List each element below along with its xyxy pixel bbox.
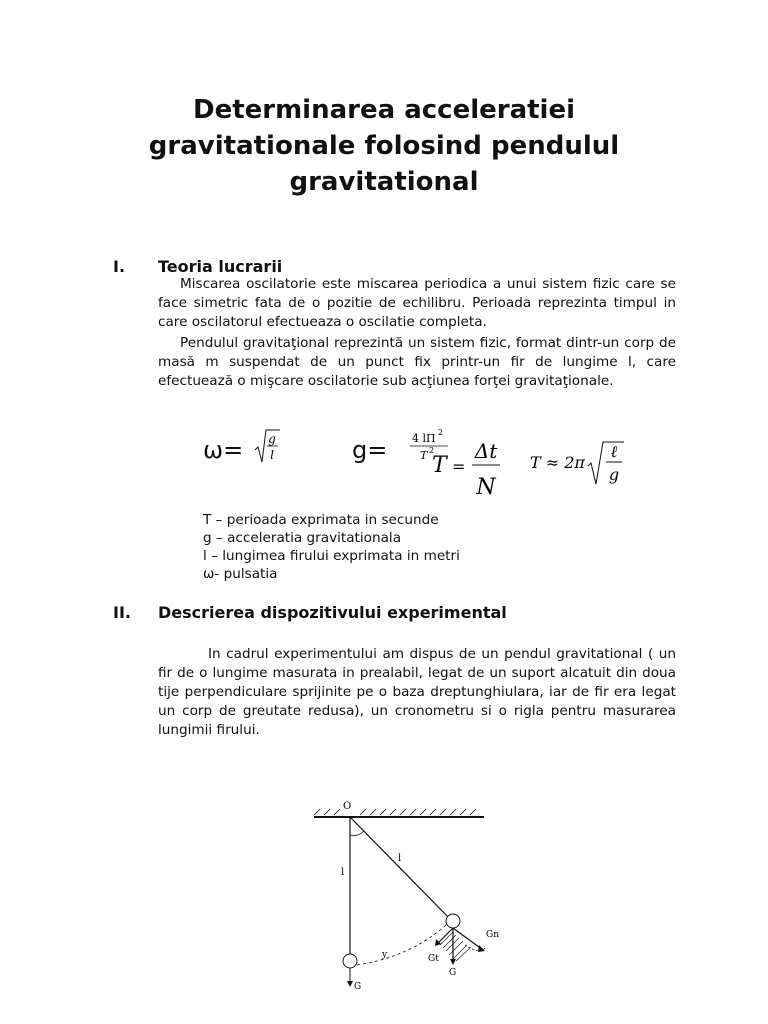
t-denominator: N: [476, 475, 496, 500]
section-2-heading: Descrierea dispozitivului experimental: [158, 603, 507, 622]
section-2-number: II.: [113, 603, 131, 622]
bob-rest: [343, 954, 357, 968]
section-1-heading: Teoria lucrarii: [158, 257, 283, 276]
legend-item-pulsation: ω- pulsatia: [203, 566, 278, 582]
g-lhs: g=: [352, 436, 388, 464]
omega-numerator: g: [268, 432, 276, 446]
weight-arrowhead-g: [450, 959, 456, 965]
label-pivot-o: O: [343, 801, 352, 812]
t-numerator: Δt: [474, 439, 498, 463]
label-normal-gn: Gn: [486, 930, 499, 940]
t-lhs: T: [432, 453, 447, 478]
label-length-diagonal: l: [398, 853, 402, 864]
section-2-paragraph: In cadrul experimentului am dispus de un pendul gravitational ( un fir de o lungime masurata in prealabil, legat de un suport alcatuit din doua tije perpendiculare sprijinite pe o baza dreptunghiulara, iar de fir era legat un corp de greutate redusa), un cronometru si o rigla pentru masurarea lungimii firului.: [158, 646, 676, 738]
ceiling-hatching: [314, 809, 476, 815]
title-line-2: gravitationale folosind pendulul: [148, 131, 620, 161]
t-formula: [428, 432, 508, 502]
pendulum-diagram: [300, 795, 520, 995]
section-1-number: I.: [113, 257, 126, 276]
document-title: [80, 92, 688, 200]
section-1-paragraph-1: Miscarea oscilatorie este miscarea periodica a unui sistem fizic care se face simetric fata de o pozitie de echilibru. Perioada reprezinta timpul in care oscilatorul efectueaza o oscilatie completa.: [158, 276, 676, 330]
g-denominator-exponent: 2: [429, 446, 435, 455]
g-numerator-exponent: 2: [438, 428, 444, 437]
legend-item-gravity: g – acceleratia gravitationala: [203, 530, 402, 546]
t-equals: =: [452, 457, 466, 476]
period-formula: [528, 436, 628, 490]
g-denominator: T: [420, 449, 428, 462]
normal-arrowhead-gn: [478, 945, 485, 952]
symbol-legend: [203, 511, 460, 583]
period-lhs: T ≈ 2π: [530, 453, 585, 472]
legend-item-length: l – lungimea firului exprimata in metri: [203, 548, 460, 564]
period-numerator: ℓ: [610, 442, 618, 461]
omega-formula: [203, 436, 243, 464]
angle-arc: [350, 831, 364, 836]
label-displacement-y: y: [382, 950, 388, 960]
omega-denominator: l: [270, 448, 274, 462]
omega-sqrt-fraction: [252, 424, 282, 468]
section-1-paragraph-2: Pendulul gravitaţional reprezintă un sistem fizic, format dintr-un corp de masă m suspendat de un punct fix printr-un fir de lungime l, care efectuează o mişcare oscilatorie sub acţiunea forţei gravitaţionale.: [158, 335, 676, 389]
g-numerator: 4 lΠ: [412, 432, 436, 445]
title-line-3: gravitational: [289, 167, 479, 197]
label-weight-rest: G: [354, 982, 362, 992]
period-denominator: g: [608, 465, 620, 484]
g-formula: [352, 436, 387, 464]
bob-displaced: [446, 914, 460, 928]
label-tangent-gt: Gt: [428, 954, 439, 964]
label-length-vertical: l: [341, 867, 345, 878]
omega-lhs: ω=: [203, 436, 244, 464]
legend-item-period: T – perioada exprimata in secunde: [203, 512, 439, 528]
label-weight-g: G: [449, 968, 457, 978]
title-line-1: Determinarea acceleratiei: [192, 95, 575, 125]
diagonal-string: [350, 817, 450, 919]
weight-arrowhead-rest: [347, 981, 353, 987]
